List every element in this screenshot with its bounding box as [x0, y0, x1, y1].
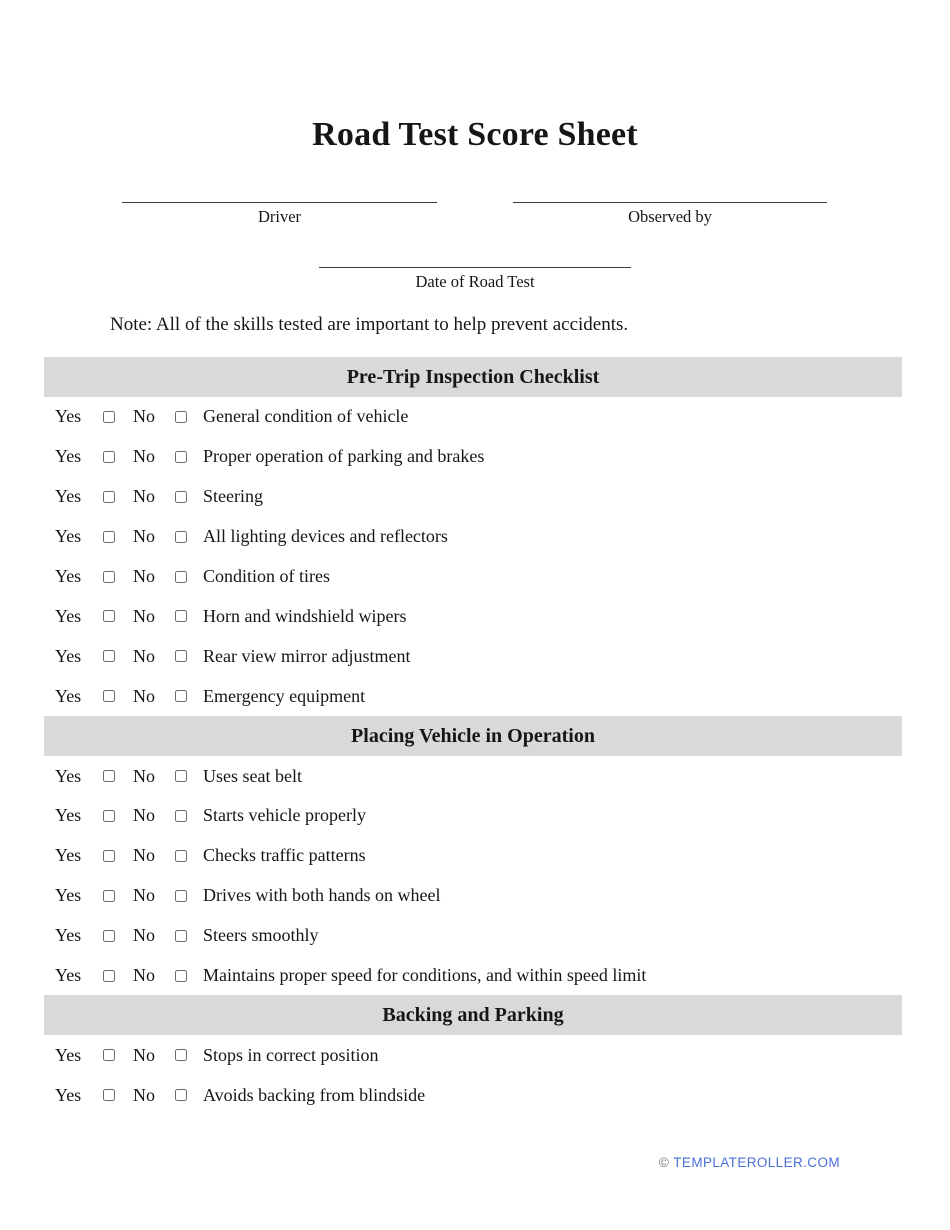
checklist-item-label: Steering [203, 486, 263, 507]
no-checkbox[interactable] [175, 610, 187, 622]
no-checkbox[interactable] [175, 1049, 187, 1061]
checklist-item-label: Rear view mirror adjustment [203, 645, 411, 666]
yes-checkbox[interactable] [103, 411, 115, 423]
no-checkbox[interactable] [175, 451, 187, 463]
no-label: No [133, 845, 155, 866]
checklist-row [44, 1035, 902, 1075]
checklist-row [44, 437, 902, 477]
yes-checkbox[interactable] [103, 610, 115, 622]
yes-label: Yes [55, 925, 82, 946]
no-label: No [133, 685, 155, 706]
driver-signature-line[interactable] [122, 180, 437, 203]
no-label: No [133, 446, 155, 467]
section-header: Placing Vehicle in Operation [44, 716, 902, 756]
observed-by-signature-line[interactable] [513, 180, 827, 203]
no-label: No [133, 526, 155, 547]
yes-label: Yes [55, 406, 82, 427]
no-checkbox[interactable] [175, 970, 187, 982]
note-text: Note: All of the skills tested are important to help prevent accidents. [110, 314, 629, 335]
no-checkbox[interactable] [175, 810, 187, 822]
checklist-row [44, 756, 902, 796]
checklist-item-label: Steers smoothly [203, 925, 319, 946]
yes-checkbox[interactable] [103, 571, 115, 583]
checklist-row [44, 796, 902, 836]
yes-label: Yes [55, 965, 82, 986]
section-header: Pre-Trip Inspection Checklist [44, 357, 902, 397]
checklist-row [44, 956, 902, 996]
checklist-row [44, 596, 902, 636]
checklist-item-label: Stops in correct position [203, 1044, 379, 1065]
no-checkbox[interactable] [175, 650, 187, 662]
no-label: No [133, 765, 155, 786]
checklist-item-label: Emergency equipment [203, 685, 366, 706]
no-checkbox[interactable] [175, 571, 187, 583]
yes-label: Yes [55, 1044, 82, 1065]
checklist-item-label: Uses seat belt [203, 765, 302, 786]
yes-checkbox[interactable] [103, 531, 115, 543]
date-of-road-test-field [319, 245, 631, 292]
yes-label: Yes [55, 765, 82, 786]
yes-checkbox[interactable] [103, 1049, 115, 1061]
driver-signature-label: Driver [257, 207, 302, 226]
yes-label: Yes [55, 446, 82, 467]
yes-checkbox[interactable] [103, 1089, 115, 1101]
checklist-row [44, 557, 902, 597]
no-label: No [133, 965, 155, 986]
checklist [44, 357, 902, 1115]
checklist-item-label: Maintains proper speed for conditions, and within speed limit [203, 965, 647, 986]
yes-label: Yes [55, 885, 82, 906]
checklist-item-label: Avoids backing from blindside [203, 1084, 426, 1105]
yes-label: Yes [55, 685, 82, 706]
no-label: No [133, 486, 155, 507]
no-checkbox[interactable] [175, 890, 187, 902]
yes-checkbox[interactable] [103, 690, 115, 702]
yes-label: Yes [55, 805, 82, 826]
yes-checkbox[interactable] [103, 451, 115, 463]
page-title: Road Test Score Sheet [312, 116, 638, 153]
checklist-item-label: Starts vehicle properly [203, 805, 366, 826]
observed-by-signature-field [513, 180, 827, 227]
no-label: No [133, 925, 155, 946]
checklist-row [44, 397, 902, 437]
no-checkbox[interactable] [175, 491, 187, 503]
checklist-item-label: All lighting devices and reflectors [203, 526, 448, 547]
section-header: Backing and Parking [44, 995, 902, 1035]
no-checkbox[interactable] [175, 1089, 187, 1101]
yes-label: Yes [55, 566, 82, 586]
checklist-row [44, 1075, 902, 1115]
templateroller-link[interactable]: TEMPLATEROLLER.COM [673, 1155, 840, 1170]
checklist-row [44, 477, 902, 517]
no-checkbox[interactable] [175, 411, 187, 423]
no-checkbox[interactable] [175, 930, 187, 942]
yes-checkbox[interactable] [103, 810, 115, 822]
checklist-row [44, 916, 902, 956]
yes-checkbox[interactable] [103, 930, 115, 942]
no-label: No [133, 885, 155, 906]
yes-checkbox[interactable] [103, 491, 115, 503]
no-label: No [133, 566, 155, 586]
yes-checkbox[interactable] [103, 770, 115, 782]
yes-checkbox[interactable] [103, 650, 115, 662]
yes-checkbox[interactable] [103, 970, 115, 982]
checklist-item-label: General condition of vehicle [203, 406, 409, 427]
checklist-row [44, 876, 902, 916]
checklist-row [44, 676, 902, 716]
checklist-item-label: Drives with both hands on wheel [203, 885, 441, 906]
date-of-road-test-label: Date of Road Test [415, 272, 535, 291]
yes-label: Yes [55, 1084, 82, 1105]
yes-checkbox[interactable] [103, 850, 115, 862]
checklist-item-label: Condition of tires [203, 566, 330, 586]
no-label: No [133, 406, 155, 427]
checklist-item-label: Proper operation of parking and brakes [203, 446, 485, 467]
no-label: No [133, 805, 155, 826]
no-label: No [133, 1084, 155, 1105]
no-checkbox[interactable] [175, 531, 187, 543]
observed-by-signature-label: Observed by [628, 207, 712, 226]
checklist-row [44, 517, 902, 557]
checklist-row [44, 836, 902, 876]
checklist-item-label: Checks traffic patterns [203, 845, 366, 866]
checklist-row [44, 636, 902, 676]
no-checkbox[interactable] [175, 770, 187, 782]
checklist-item-label: Horn and windshield wipers [203, 605, 407, 626]
yes-label: Yes [55, 526, 82, 547]
no-label: No [133, 1044, 155, 1065]
yes-label: Yes [55, 645, 82, 666]
copyright-symbol: © [658, 1155, 670, 1170]
yes-label: Yes [55, 486, 82, 507]
no-label: No [133, 605, 155, 626]
no-checkbox[interactable] [175, 690, 187, 702]
date-of-road-test-line[interactable] [319, 245, 631, 268]
no-checkbox[interactable] [175, 850, 187, 862]
yes-label: Yes [55, 845, 82, 866]
footer [659, 1155, 840, 1170]
yes-checkbox[interactable] [103, 890, 115, 902]
no-label: No [133, 645, 155, 666]
driver-signature-field [122, 180, 437, 227]
yes-label: Yes [55, 605, 82, 626]
